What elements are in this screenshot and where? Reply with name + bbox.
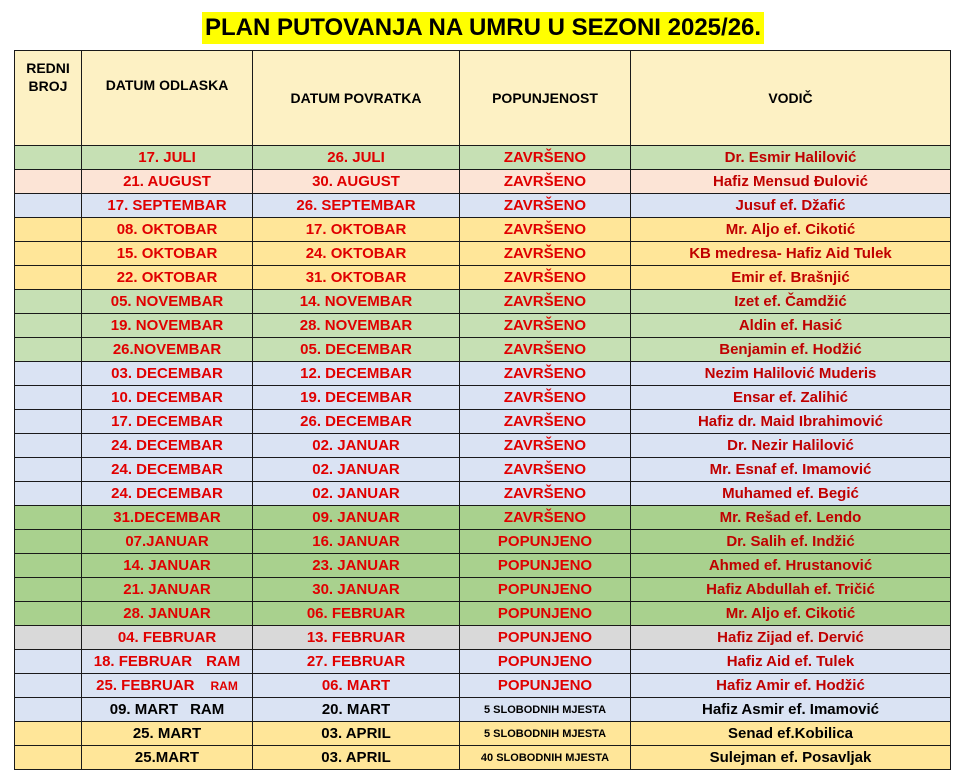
return-date-cell: 14. NOVEMBAR: [253, 290, 460, 314]
return-date-cell: 06. FEBRUAR: [253, 602, 460, 626]
departure-date: 21. JANUAR: [123, 581, 211, 598]
departure-date: 31.DECEMBAR: [113, 509, 221, 526]
guide-cell: Mr. Aljo ef. Cikotić: [631, 602, 951, 626]
departure-date-cell: [82, 482, 253, 506]
departure-date: 28. JANUAR: [123, 605, 211, 622]
departure-date-cell: [82, 434, 253, 458]
ram-label: RAM: [206, 653, 241, 670]
departure-date-cell: [82, 290, 253, 314]
return-date-cell: 19. DECEMBAR: [253, 386, 460, 410]
return-date-cell: 03. APRIL: [253, 746, 460, 770]
table-row: [15, 410, 951, 434]
departure-date: 24. DECEMBAR: [111, 485, 223, 502]
status-cell: POPUNJENO: [460, 530, 631, 554]
table-row: [15, 698, 951, 722]
status-cell: POPUNJENO: [460, 554, 631, 578]
guide-cell: Hafiz Aid ef. Tulek: [631, 650, 951, 674]
departure-date: 25. FEBRUAR: [96, 677, 195, 694]
departure-date: 19. NOVEMBAR: [110, 317, 224, 334]
guide-cell: Hafiz Amir ef. Hodžić: [631, 674, 951, 698]
row-number-cell: [15, 722, 82, 746]
status-cell: 40 SLOBODNIH MJESTA: [460, 746, 631, 770]
guide-cell: Hafiz Abdullah ef. Tričić: [631, 578, 951, 602]
row-number-cell: [15, 194, 82, 218]
departure-date: 03. DECEMBAR: [111, 365, 223, 382]
table-row: [15, 266, 951, 290]
departure-date-cell: [82, 146, 253, 170]
departure-date-cell: [82, 386, 253, 410]
row-number-cell: [15, 290, 82, 314]
table-row: [15, 650, 951, 674]
table-row: [15, 170, 951, 194]
table-row: [15, 602, 951, 626]
row-number-cell: [15, 746, 82, 770]
status-cell: ZAVRŠENO: [460, 482, 631, 506]
row-number-cell: [15, 698, 82, 722]
status-cell: 5 SLOBODNIH MJESTA: [460, 698, 631, 722]
table-row: [15, 746, 951, 770]
departure-date: 10. DECEMBAR: [111, 389, 223, 406]
guide-cell: Ensar ef. Zalihić: [631, 386, 951, 410]
row-number-cell: [15, 434, 82, 458]
departure-date-cell: [82, 554, 253, 578]
title-wrap: [0, 12, 966, 44]
guide-cell: Ahmed ef. Hrustanović: [631, 554, 951, 578]
page-title: PLAN PUTOVANJA NA UMRU U SEZONI 2025/26.: [202, 12, 764, 44]
row-number-cell: [15, 626, 82, 650]
guide-cell: Mr. Aljo ef. Cikotić: [631, 218, 951, 242]
departure-date-cell: [82, 338, 253, 362]
status-cell: ZAVRŠENO: [460, 458, 631, 482]
departure-date: 08. OKTOBAR: [116, 221, 218, 238]
table-row: [15, 506, 951, 530]
return-date-cell: 26. DECEMBAR: [253, 410, 460, 434]
guide-cell: Hafiz Mensud Đulović: [631, 170, 951, 194]
departure-date: 14. JANUAR: [123, 557, 211, 574]
guide-cell: KB medresa- Hafiz Aid Tulek: [631, 242, 951, 266]
return-date-cell: 31. OKTOBAR: [253, 266, 460, 290]
status-cell: ZAVRŠENO: [460, 194, 631, 218]
departure-date: 05. NOVEMBAR: [110, 293, 224, 310]
return-date-cell: 27. FEBRUAR: [253, 650, 460, 674]
status-cell: ZAVRŠENO: [460, 266, 631, 290]
departure-date: 18. FEBRUAR: [93, 653, 193, 670]
status-cell: ZAVRŠENO: [460, 410, 631, 434]
departure-date-cell: [82, 530, 253, 554]
row-number-cell: [15, 578, 82, 602]
table-row: [15, 722, 951, 746]
departure-date: 09. MART: [109, 701, 179, 718]
guide-cell: Aldin ef. Hasić: [631, 314, 951, 338]
status-cell: ZAVRŠENO: [460, 506, 631, 530]
row-number-cell: [15, 362, 82, 386]
departure-date: 17. JULI: [138, 149, 196, 166]
guide-cell: Muhamed ef. Begić: [631, 482, 951, 506]
table-row: [15, 458, 951, 482]
return-date-cell: 05. DECEMBAR: [253, 338, 460, 362]
guide-cell: Dr. Esmir Halilović: [631, 146, 951, 170]
guide-cell: Hafiz dr. Maid Ibrahimović: [631, 410, 951, 434]
table-row: [15, 242, 951, 266]
departure-date: 07.JANUAR: [125, 533, 209, 550]
departure-date: 25. MART: [132, 725, 202, 742]
row-number-cell: [15, 242, 82, 266]
guide-cell: Hafiz Asmir ef. Imamović: [631, 698, 951, 722]
table-row: [15, 218, 951, 242]
ram-label: RAM: [210, 679, 238, 693]
status-cell: ZAVRŠENO: [460, 218, 631, 242]
return-date-cell: 30. AUGUST: [253, 170, 460, 194]
row-number-cell: [15, 386, 82, 410]
header-datum-odlaska: DATUM ODLASKA: [82, 51, 253, 146]
departure-date-cell: [82, 218, 253, 242]
return-date-cell: 30. JANUAR: [253, 578, 460, 602]
table-row: [15, 146, 951, 170]
departure-date: 17. DECEMBAR: [111, 413, 223, 430]
row-number-cell: [15, 314, 82, 338]
status-cell: ZAVRŠENO: [460, 314, 631, 338]
return-date-cell: 16. JANUAR: [253, 530, 460, 554]
departure-date-cell: [82, 650, 253, 674]
status-cell: 5 SLOBODNIH MJESTA: [460, 722, 631, 746]
ram-label: RAM: [190, 701, 225, 718]
row-number-cell: [15, 218, 82, 242]
table-row: [15, 194, 951, 218]
status-cell: ZAVRŠENO: [460, 146, 631, 170]
row-number-cell: [15, 674, 82, 698]
row-number-cell: [15, 506, 82, 530]
row-number-cell: [15, 410, 82, 434]
departure-date-cell: [82, 602, 253, 626]
row-number-cell: [15, 602, 82, 626]
header-redni-label: REDNI: [26, 60, 70, 76]
departure-date: 24. DECEMBAR: [111, 437, 223, 454]
departure-date-cell: [82, 266, 253, 290]
row-number-cell: [15, 266, 82, 290]
header-broj-label: BROJ: [28, 78, 68, 94]
row-number-cell: [15, 458, 82, 482]
guide-cell: Dr. Salih ef. Indžić: [631, 530, 951, 554]
return-date-cell: 26. SEPTEMBAR: [253, 194, 460, 218]
departure-date-cell: [82, 314, 253, 338]
status-cell: POPUNJENO: [460, 650, 631, 674]
return-date-cell: 06. MART: [253, 674, 460, 698]
departure-date: 17. SEPTEMBAR: [107, 197, 227, 214]
guide-cell: Benjamin ef. Hodžić: [631, 338, 951, 362]
row-number-cell: [15, 170, 82, 194]
departure-date-cell: [82, 674, 253, 698]
departure-date: 15. OKTOBAR: [116, 245, 218, 262]
table-row: [15, 362, 951, 386]
row-number-cell: [15, 482, 82, 506]
table-row: [15, 338, 951, 362]
status-cell: ZAVRŠENO: [460, 362, 631, 386]
departure-date-cell: [82, 506, 253, 530]
return-date-cell: 03. APRIL: [253, 722, 460, 746]
departure-date-cell: [82, 722, 253, 746]
table-row: [15, 314, 951, 338]
return-date-cell: 28. NOVEMBAR: [253, 314, 460, 338]
return-date-cell: 02. JANUAR: [253, 434, 460, 458]
status-cell: ZAVRŠENO: [460, 242, 631, 266]
guide-cell: Senad ef.Kobilica: [631, 722, 951, 746]
departure-date: 25.MART: [134, 749, 200, 766]
status-cell: POPUNJENO: [460, 626, 631, 650]
table-body: [15, 146, 951, 770]
guide-cell: Mr. Esnaf ef. Imamović: [631, 458, 951, 482]
row-number-cell: [15, 146, 82, 170]
return-date-cell: 24. OKTOBAR: [253, 242, 460, 266]
departure-date-cell: [82, 578, 253, 602]
status-cell: ZAVRŠENO: [460, 386, 631, 410]
table-row: [15, 554, 951, 578]
guide-cell: Izet ef. Čamdžić: [631, 290, 951, 314]
header-row: [15, 51, 951, 146]
table-row: [15, 434, 951, 458]
guide-cell: Mr. Rešad ef. Lendo: [631, 506, 951, 530]
row-number-cell: [15, 650, 82, 674]
header-redni-broj: [15, 51, 82, 146]
return-date-cell: 12. DECEMBAR: [253, 362, 460, 386]
table-row: [15, 386, 951, 410]
status-cell: ZAVRŠENO: [460, 170, 631, 194]
guide-cell: Hafiz Zijad ef. Dervić: [631, 626, 951, 650]
departure-date: 26.NOVEMBAR: [112, 341, 222, 358]
guide-cell: Emir ef. Brašnjić: [631, 266, 951, 290]
header-popunjenost: POPUNJENOST: [460, 51, 631, 146]
status-cell: ZAVRŠENO: [460, 338, 631, 362]
departure-date: 04. FEBRUAR: [117, 629, 217, 646]
departure-date-cell: [82, 746, 253, 770]
status-cell: ZAVRŠENO: [460, 290, 631, 314]
departure-date-cell: [82, 362, 253, 386]
table-row: [15, 626, 951, 650]
return-date-cell: 02. JANUAR: [253, 458, 460, 482]
header-vodic: VODIČ: [631, 51, 951, 146]
departure-date: 24. DECEMBAR: [111, 461, 223, 478]
departure-date-cell: [82, 242, 253, 266]
departure-date: 21. AUGUST: [123, 173, 211, 190]
travel-plan-table: [14, 50, 951, 770]
status-cell: POPUNJENO: [460, 674, 631, 698]
row-number-cell: [15, 338, 82, 362]
return-date-cell: 23. JANUAR: [253, 554, 460, 578]
return-date-cell: 26. JULI: [253, 146, 460, 170]
departure-date-cell: [82, 626, 253, 650]
table-row: [15, 578, 951, 602]
departure-date-cell: [82, 458, 253, 482]
header-datum-povratka: DATUM POVRATKA: [253, 51, 460, 146]
status-cell: POPUNJENO: [460, 578, 631, 602]
return-date-cell: 20. MART: [253, 698, 460, 722]
guide-cell: Sulejman ef. Posavljak: [631, 746, 951, 770]
table-row: [15, 290, 951, 314]
guide-cell: Jusuf ef. Džafić: [631, 194, 951, 218]
table-row: [15, 482, 951, 506]
return-date-cell: 02. JANUAR: [253, 482, 460, 506]
table-row: [15, 674, 951, 698]
return-date-cell: 09. JANUAR: [253, 506, 460, 530]
status-cell: POPUNJENO: [460, 602, 631, 626]
status-cell: ZAVRŠENO: [460, 434, 631, 458]
departure-date-cell: [82, 170, 253, 194]
guide-cell: Nezim Halilović Muderis: [631, 362, 951, 386]
table-row: [15, 530, 951, 554]
departure-date-cell: [82, 698, 253, 722]
row-number-cell: [15, 554, 82, 578]
return-date-cell: 17. OKTOBAR: [253, 218, 460, 242]
guide-cell: Dr. Nezir Halilović: [631, 434, 951, 458]
departure-date: 22. OKTOBAR: [116, 269, 218, 286]
departure-date-cell: [82, 194, 253, 218]
departure-date-cell: [82, 410, 253, 434]
return-date-cell: 13. FEBRUAR: [253, 626, 460, 650]
row-number-cell: [15, 530, 82, 554]
